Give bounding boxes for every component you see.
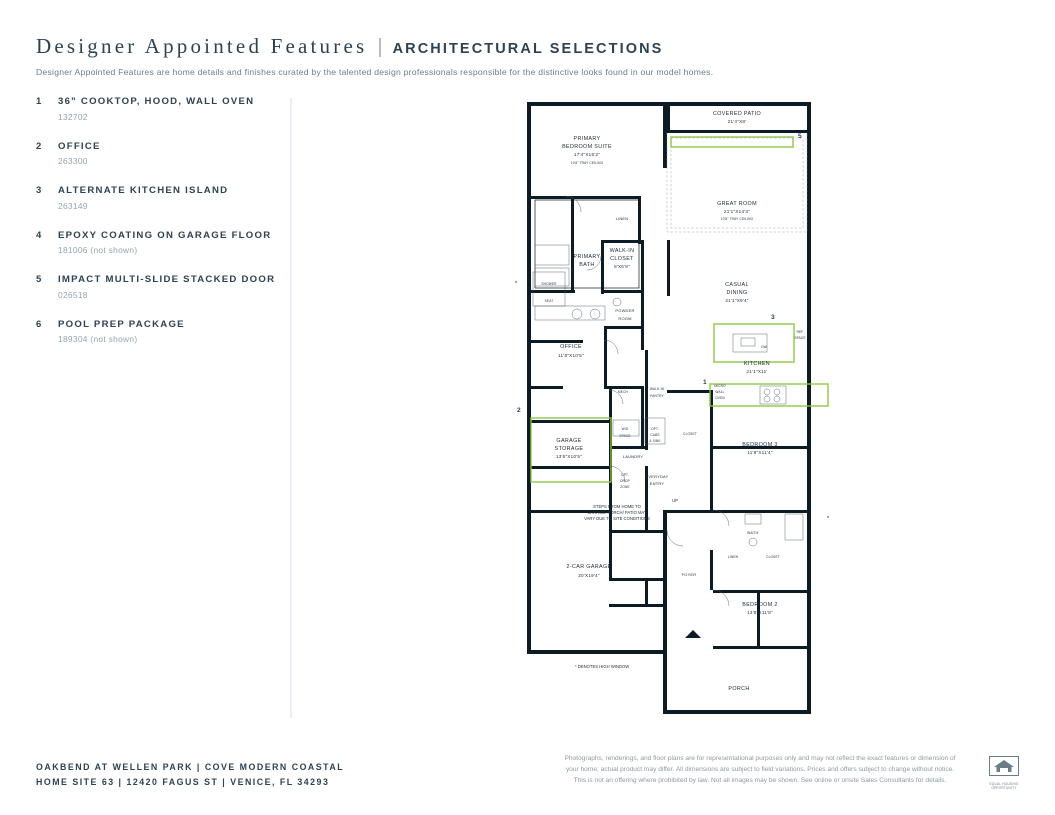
room-label: LAUNDRY xyxy=(622,454,644,459)
room-label: GREAT ROOM xyxy=(717,201,757,207)
room-label: 2-CAR GARAGE xyxy=(566,564,612,570)
disclaimer-line-1: Photographs, renderings, and floor plans are for representational purposes only and may not reflect the exact features or dimension of xyxy=(564,755,956,762)
room-label: CLOSET xyxy=(683,432,697,436)
room-label: WALK-IN xyxy=(609,248,635,254)
room-label-2: DINING xyxy=(726,290,748,296)
feature-code: 263149 xyxy=(58,200,88,211)
list-item xyxy=(36,319,306,345)
room-label-2: DROP xyxy=(620,479,630,483)
callout-2: 2 xyxy=(517,407,521,414)
equal-housing-opportunity-icon xyxy=(989,756,1019,790)
feature-list xyxy=(36,96,306,363)
room-dim: 20'X19'4" xyxy=(578,573,600,578)
page-title: Designer Appointed Features xyxy=(36,34,368,58)
list-item xyxy=(36,274,306,300)
high-window-marker: * xyxy=(827,516,830,522)
appliance-label: MICRO xyxy=(714,384,726,388)
room-label-2: ENTRY xyxy=(649,481,665,486)
room-label: CASUAL xyxy=(725,282,749,288)
room-dim: 21'4"X8' xyxy=(727,119,747,124)
room-label: GARAGE xyxy=(556,438,582,444)
community-name: OAKBEND AT WELLEN PARK | COVE MODERN COASTAL xyxy=(36,762,345,772)
title-separator: | xyxy=(377,36,383,58)
room-note: 10'8" TRAY CEILING xyxy=(720,217,754,221)
garage-note-line3: VARY DUE TO SITE CONDITIONS xyxy=(584,516,650,521)
room-dim: 8'X6'8" xyxy=(614,264,630,269)
feature-number: 6 xyxy=(36,318,42,330)
feature-label: OFFICE xyxy=(58,140,101,152)
callout-5: 5 xyxy=(798,133,802,140)
room-label: BEDROOM 2 xyxy=(742,602,778,608)
vertical-divider xyxy=(290,98,292,718)
highlight-multi-slide-door xyxy=(671,137,793,147)
highlight-kitchen-island xyxy=(714,324,794,362)
feature-number: 2 xyxy=(36,140,42,152)
room-label-3: ZONE xyxy=(620,485,630,489)
high-window-marker: * xyxy=(515,281,518,287)
room-label-2: STORAGE xyxy=(554,446,584,452)
room-dim: 13'6"X10'5" xyxy=(555,454,583,459)
page-subtitle-heading: ARCHITECTURAL SELECTIONS xyxy=(392,41,664,57)
room-label: LINEN xyxy=(615,216,629,221)
room-dim: 11'8"X10'5" xyxy=(558,353,584,358)
footer-disclaimer xyxy=(520,754,1000,787)
room-label: PRIMARY xyxy=(573,136,601,142)
garage-note-line1: STEPS FROM HOME TO xyxy=(593,504,641,509)
room-label: EVERYDAY xyxy=(645,474,669,479)
room-label: PRIMARY xyxy=(573,254,601,260)
room-label-2: SEAT xyxy=(544,299,554,303)
list-item xyxy=(36,230,306,256)
home-site-address: HOME SITE 63 | 12420 FAGUS ST | VENICE, FL 34293 xyxy=(36,776,330,787)
garage-note-line2: GARAGE/ PORCH/ PATIO MAY xyxy=(587,510,647,515)
room-label: COVERED PATIO xyxy=(712,111,762,117)
room-label: CLOSET xyxy=(766,555,780,559)
header-description: Designer Appointed Features are home details and finishes curated by the talented design professionals responsible for the distinctive looks found in our model homes. xyxy=(36,67,714,77)
floorplan xyxy=(505,90,855,730)
feature-label: POOL PREP PACKAGE xyxy=(58,318,185,330)
disclaimer-line-3: This is not an offering where prohibited by law. Not all images may be shown. See online or onsite Sales Consultants for details. xyxy=(573,776,947,784)
appliance-label-3: OVEN xyxy=(715,396,725,400)
room-dim: 11'8"X11'4" xyxy=(747,450,773,455)
room-label: FOYER xyxy=(681,572,697,577)
room-label-2: BATH xyxy=(579,262,595,268)
room-label-2: ROOM xyxy=(618,316,632,321)
room-label-2: CLOSET xyxy=(610,256,634,262)
feature-label: ALTERNATE KITCHEN ISLAND xyxy=(58,185,229,196)
room-label: BATH xyxy=(747,530,759,535)
legend-high-window: * DENOTES HIGH WINDOW xyxy=(575,664,630,669)
room-note: 10'8" TRAY CEILING xyxy=(570,161,604,165)
list-item xyxy=(36,185,306,211)
feature-number: 5 xyxy=(36,274,42,285)
feature-code: 026518 xyxy=(58,289,88,300)
room-label: MECH xyxy=(618,390,628,394)
room-label-3: & SINK xyxy=(649,439,661,443)
feature-label: EPOXY COATING ON GARAGE FLOOR xyxy=(58,229,272,241)
list-item xyxy=(36,141,306,167)
feature-number: 1 xyxy=(36,96,42,107)
appliance-label-2: WALL xyxy=(715,390,725,394)
room-label: KITCHEN xyxy=(743,361,771,367)
feature-code: 263300 xyxy=(58,156,88,166)
room-dim: 21'1"X11' xyxy=(746,369,768,374)
room-label: REF xyxy=(796,330,804,334)
feature-number: 4 xyxy=(36,229,42,241)
room-label: W/D xyxy=(621,427,629,431)
feature-label: 36" COOKTOP, HOOD, WALL OVEN xyxy=(58,96,255,107)
page-header xyxy=(36,34,1016,77)
room-label: POWDER xyxy=(615,308,635,313)
feature-number: 3 xyxy=(36,185,42,196)
room-label: PORCH xyxy=(728,686,750,692)
disclaimer-line-2: your home; actual product may differ. All dimensions are subject to field variations. Prices and offers subject to change without notice. xyxy=(565,765,955,773)
list-item xyxy=(36,96,306,122)
callout-1: 1 xyxy=(703,379,707,386)
room-label-2: CABS xyxy=(650,433,660,437)
feature-code: 189304 (not shown) xyxy=(58,334,138,344)
title-line xyxy=(36,34,1016,59)
feature-label: IMPACT MULTI-SLIDE STACKED DOOR xyxy=(58,274,276,285)
room-label: SHOWER xyxy=(541,282,557,286)
room-label: BEDROOM 3 xyxy=(742,442,778,448)
room-label: OPT. xyxy=(651,427,659,431)
feature-code: 132702 xyxy=(58,111,88,122)
appliance-label: DW xyxy=(761,345,767,349)
room-label: WALK-IN xyxy=(649,387,665,391)
room-dim: 21'1"X9'4" xyxy=(725,298,749,303)
room-dim: 13'8"X11'8" xyxy=(747,610,773,615)
callout-3: 3 xyxy=(771,314,775,321)
room-label-2: SPACE xyxy=(794,336,806,340)
room-label-2: SPACE xyxy=(619,434,631,438)
eho-label: EQUAL HOUSING OPPORTUNITY xyxy=(989,782,1019,790)
room-label-2: BEDROOM SUITE xyxy=(562,144,612,150)
room-label: LINEN xyxy=(727,555,739,559)
room-dim: 17'4"X15'2" xyxy=(573,152,601,157)
up-label: UP xyxy=(672,498,678,503)
room-label: OPT. xyxy=(621,473,629,477)
room-dim: 21'1"X14'3" xyxy=(723,209,751,214)
feature-code: 181006 (not shown) xyxy=(58,245,138,255)
room-label: OFFICE xyxy=(560,344,582,350)
room-label-2: PANTRY xyxy=(650,394,664,398)
footer-left xyxy=(36,760,344,789)
